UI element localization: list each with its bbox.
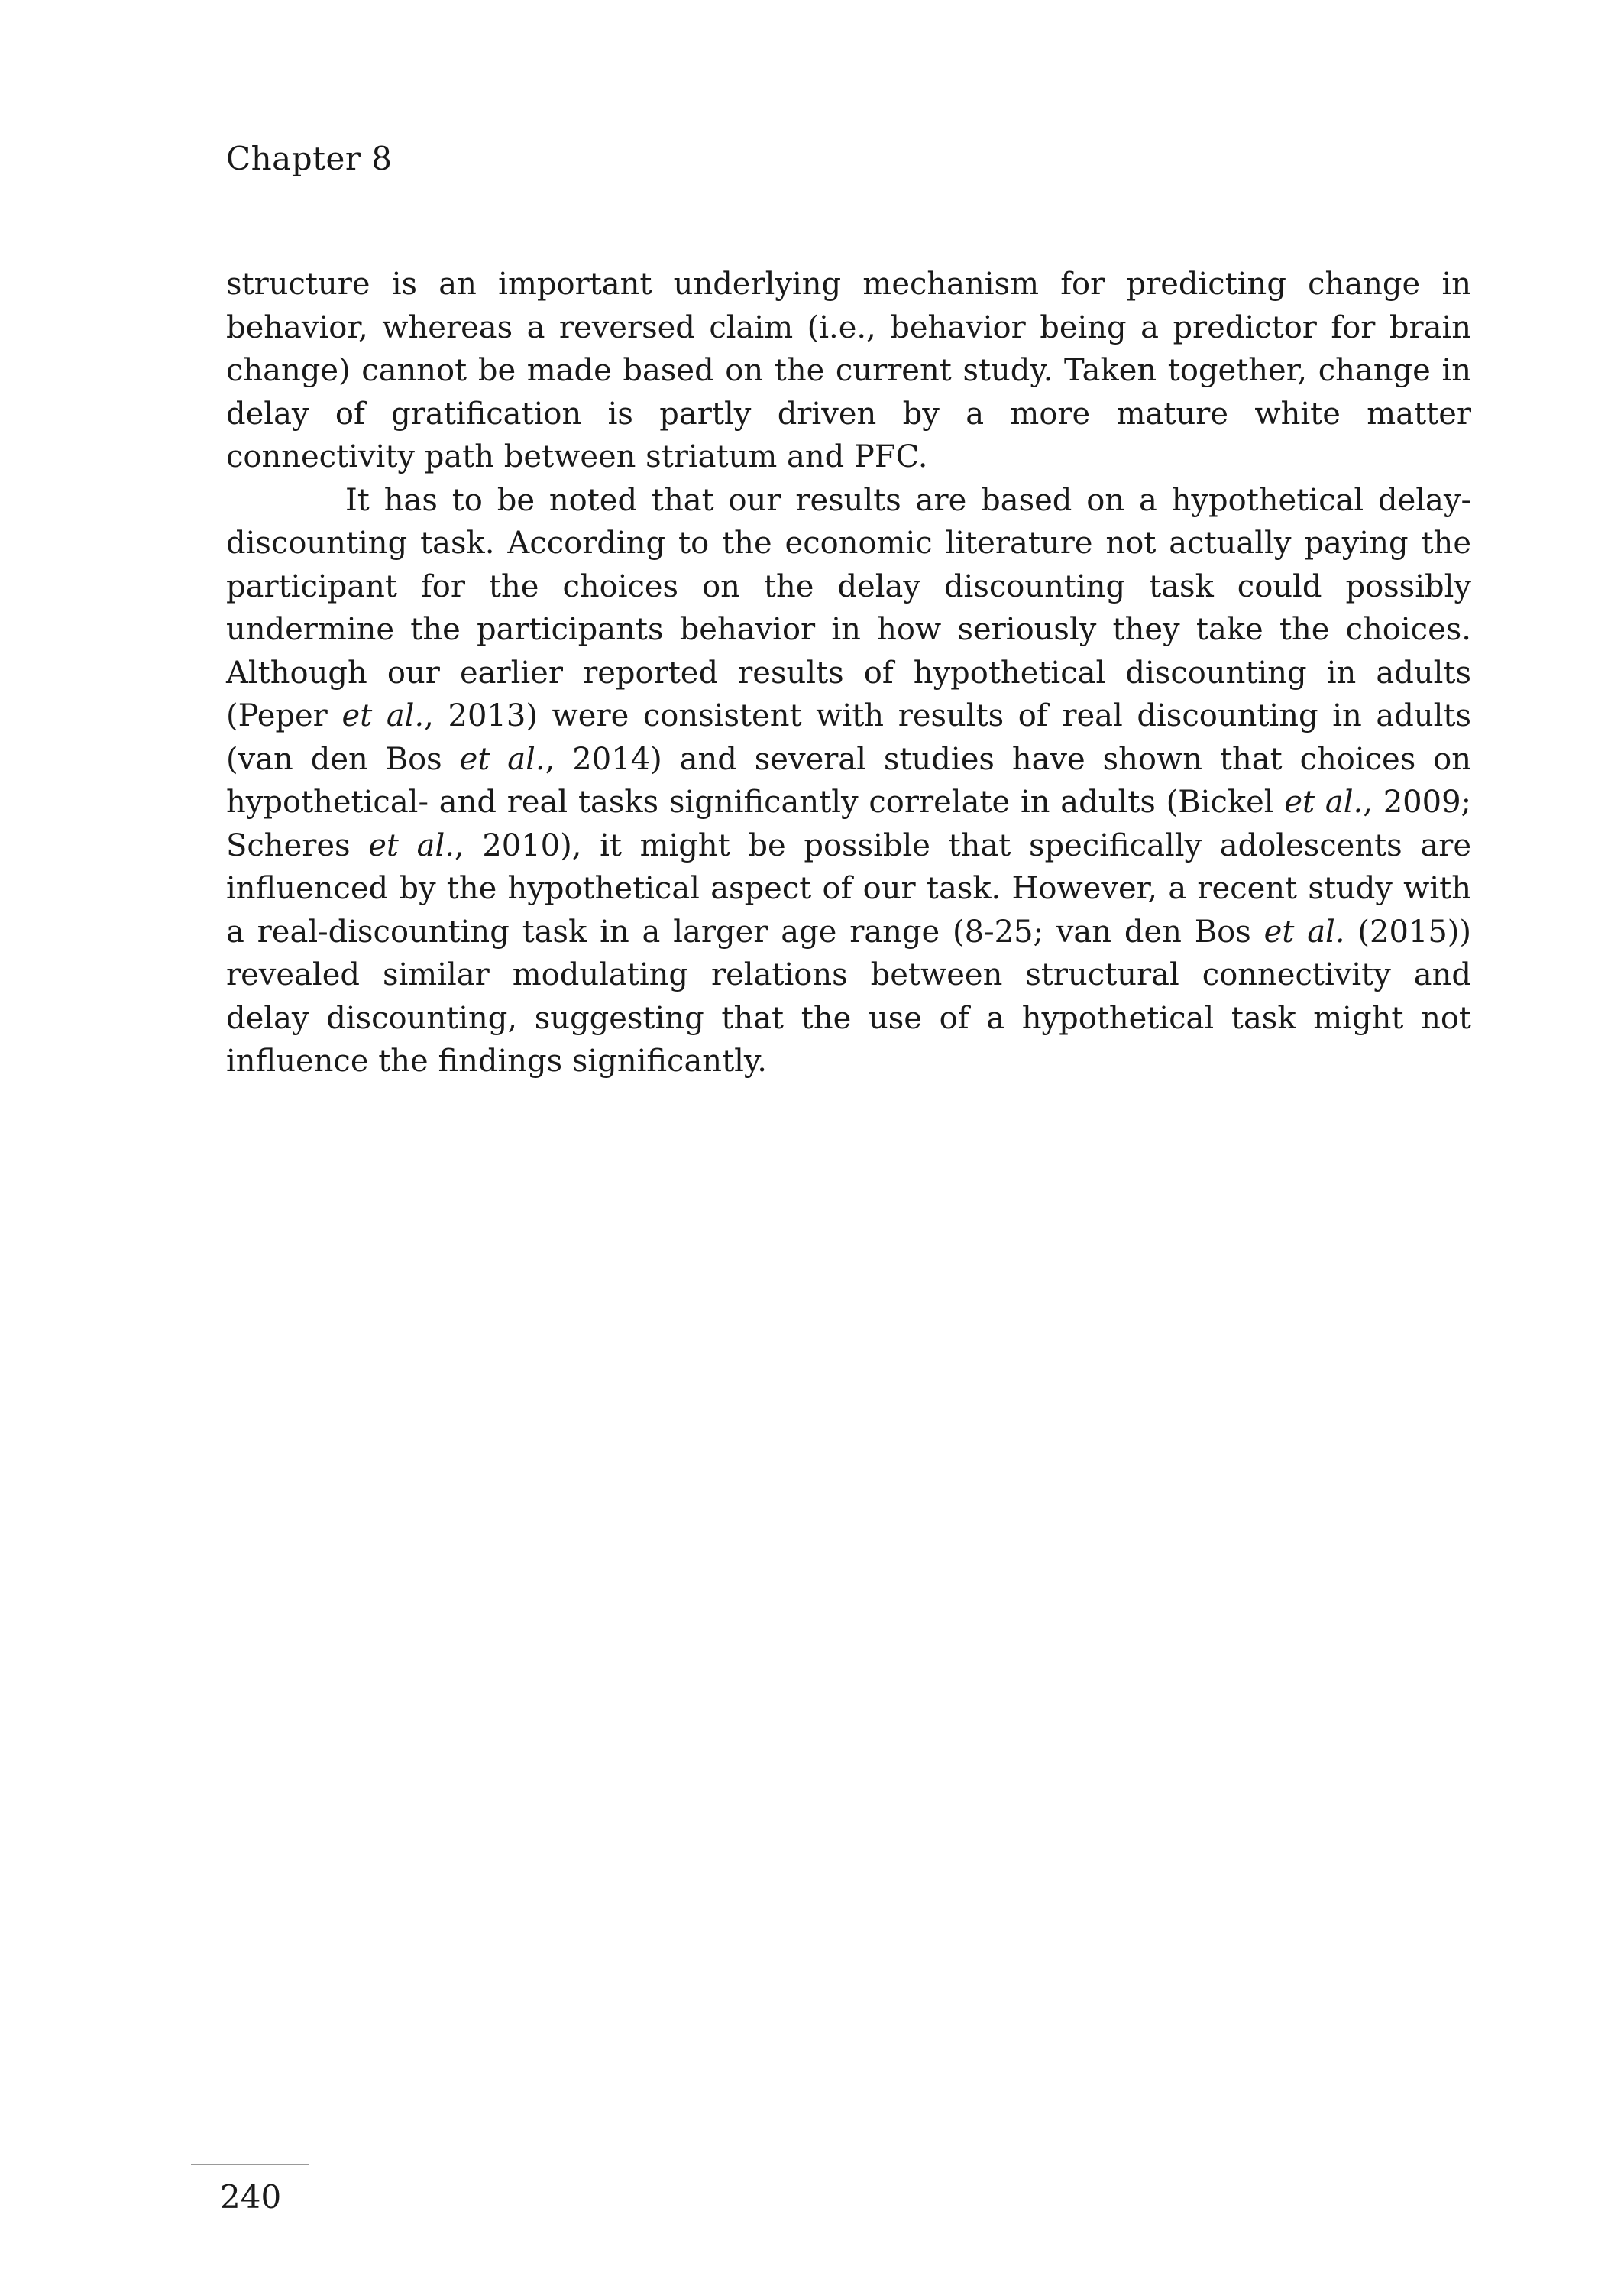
- citation-et-al: et al.: [341, 698, 425, 733]
- text-run: , 2013) were consistent with results of real discounting in adults (van den Bos: [226, 698, 1471, 777]
- citation-et-al: et al.: [368, 827, 455, 863]
- text-run: It has to be noted that our results are based on a hypothetical delay-discounting task. According to the economic literature not actually paying the participant for the choices on the delay discounting task could possibly undermine the participants behavior in how seriously they take the choices. Although our earlier reported results of hypothetical discounting in adults (Peper: [226, 482, 1471, 733]
- text-run: , 2014) and several studies have shown that choices on hypothetical- and real tasks significantly correlate in adults (Bickel: [226, 741, 1472, 820]
- text-run: , 2009; Scheres: [226, 785, 1472, 863]
- page-number: 240: [220, 2178, 282, 2216]
- citation-et-al: et al.: [1284, 785, 1364, 820]
- text-run: (2015)) revealed similar modulating relations between structural connectivity and delay discounting, suggesting that the use of a hypothetical task might not influence the findings significantly.: [226, 914, 1472, 1079]
- paragraph-1-text: structure is an important underlying mechanism for predicting change in behavior, whereas a reversed claim (i.e., behavior being a predictor for brain change) cannot be made based on the current study. Taken together, change in delay of gratification is partly driven by a more mature white matter connectivity path between striatum and PFC.: [226, 267, 1471, 474]
- paragraph-2: [226, 479, 1471, 1083]
- citation-et-al: et al.: [459, 741, 545, 777]
- text-run: , 2010), it might be possible that specifically adolescents are influenced by the hypothetical aspect of our task. However, a recent study with a real-discounting task in a larger age range (8-25; van den Bos: [226, 827, 1471, 950]
- footer-rule: [191, 2164, 309, 2165]
- running-header: Chapter 8: [226, 140, 393, 177]
- citation-et-al: et al.: [1263, 914, 1345, 950]
- main-text: [226, 263, 1471, 1083]
- paragraph-1: [226, 263, 1471, 479]
